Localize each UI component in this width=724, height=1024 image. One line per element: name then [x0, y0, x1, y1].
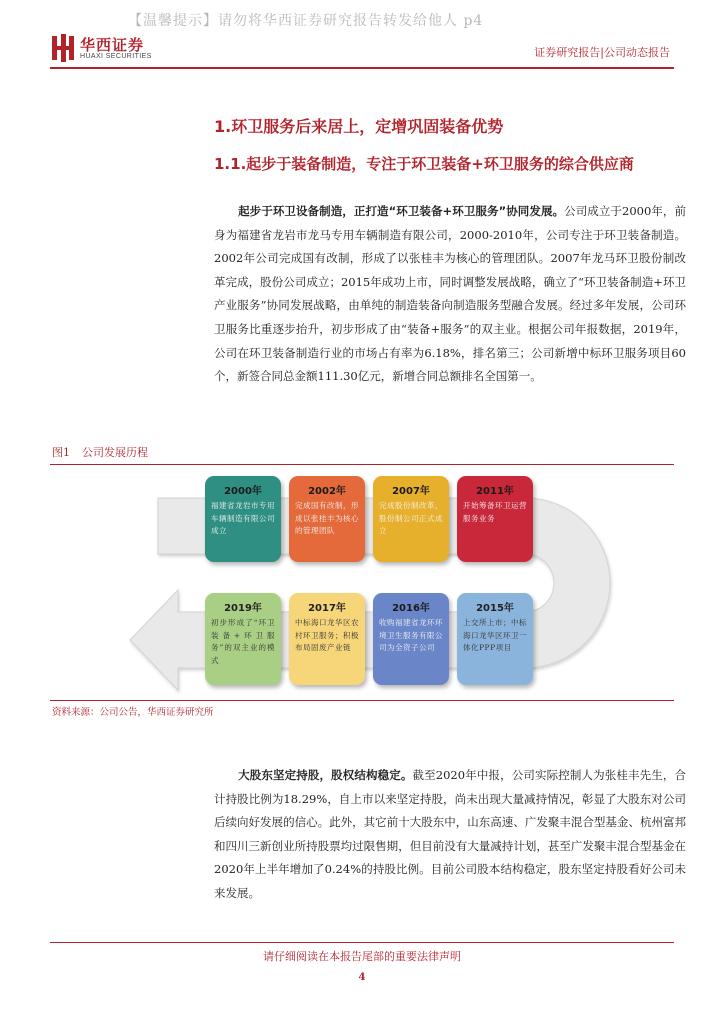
figure-source: 资料来源：公司公告，华西证券研究所 [52, 707, 214, 718]
timeline-card-year: 2011年 [476, 486, 514, 497]
timeline-card-text: 收购福建省龙环环境卫生服务有限公司为全资子公司 [379, 618, 443, 652]
paragraph-shareholders [214, 764, 686, 906]
brand-logo [52, 32, 172, 66]
timeline-card-2007 [373, 476, 449, 562]
timeline-card-2019 [205, 593, 281, 685]
report-type: 证券研究报告|公司动态报告 [534, 46, 670, 59]
paragraph-lead: 起步于环卫设备制造，正打造“环卫装备+环卫服务”协同发展。 [238, 204, 565, 218]
timeline-card-text: 初步形成了“环卫装备+环卫服务”的双主业的模式 [211, 618, 275, 665]
timeline-card-year: 2015年 [476, 603, 514, 614]
timeline-card-text: 福建省龙岩市专用车辆制造有限公司成立 [211, 501, 275, 535]
timeline-card-text: 完成国有改制，形成以张桂丰为核心的管理团队 [295, 501, 359, 535]
timeline-card-text: 上交所上市；中标海口龙华区环卫一体化PPP项目 [463, 618, 527, 652]
timeline-card-2015 [457, 593, 533, 685]
timeline-card-year: 2007年 [392, 486, 430, 497]
huaxi-logo-icon [52, 34, 74, 62]
development-timeline [120, 468, 620, 696]
timeline-card-year: 2002年 [308, 486, 346, 497]
paragraph-lead: 大股东坚定持股，股权结构稳定。 [238, 768, 413, 782]
timeline-arrow-path [120, 468, 620, 696]
footer-divider [50, 942, 674, 943]
figure-title [52, 444, 148, 460]
paragraph-company-history [214, 200, 686, 389]
legal-disclaimer: 请仔细阅读在本报告尾部的重要法律声明 [263, 950, 461, 963]
timeline-card-text: 完成股份制改革，股份制公司正式成立 [379, 501, 443, 535]
timeline-card-2011 [457, 476, 533, 562]
figure-number: 图1 [52, 446, 70, 459]
timeline-card-text: 开始筹备环卫运营服务业务 [463, 501, 527, 523]
figure-bottom-rule [50, 700, 674, 701]
watermark: 【温馨提示】请勿将华西证券研究报告转发给他人 p4 [128, 13, 484, 29]
figure-top-rule [50, 464, 674, 465]
brand-name-en: HUAXI SECURITIES [80, 53, 152, 60]
brand-name-cn: 华西证券 [80, 36, 145, 54]
timeline-card-year: 2016年 [392, 603, 430, 614]
timeline-card-2017 [289, 593, 365, 685]
timeline-card-2016 [373, 593, 449, 685]
section-heading: 1.环卫服务后来居上，定增巩固装备优势 [214, 117, 504, 136]
timeline-card-year: 2000年 [224, 486, 262, 497]
header-divider [50, 67, 674, 69]
subsection-heading: 1.1.起步于装备制造，专注于环卫装备+环卫服务的综合供应商 [214, 155, 634, 173]
paragraph-body: 截至2020年中报，公司实际控制人为张桂丰先生，合计持股比例为18.29%，自上市以来坚定持股，尚未出现大量减持情况，彰显了大股东对公司后续向好发展的信心。此外，其它前十大股东中，山东高速、广发聚丰混合型基金、杭州富邦和四川三新创业所持股票均过限售期，但目前没有大量减持计划，甚至广发聚丰混合型基金在2020年上半年增加了0.24%的持股比例。目前公司股本结构稳定，股东坚定持股看好公司未来发展。 [214, 768, 686, 900]
timeline-card-2002 [289, 476, 365, 562]
timeline-card-year: 2017年 [308, 603, 346, 614]
timeline-card-year: 2019年 [224, 603, 262, 614]
figure-caption: 公司发展历程 [82, 446, 148, 459]
page-number: 4 [358, 972, 366, 983]
timeline-card-text: 中标海口龙华区农村环卫服务；积极布局固废产业链 [295, 618, 359, 652]
timeline-card-2000 [205, 476, 281, 562]
paragraph-body: 公司成立于2000年，前身为福建省龙岩市龙马专用车辆制造有限公司，2000-2010年，公司专注于环卫装备制造。2002年公司完成国有改制，形成了以张桂丰为核心的管理团队。2007年龙马环卫股份制改革完成，股份公司成立；2015年成功上市，同时调整发展战略，确立了“环卫装备制造+环卫产业服务”协同发展战略，由单纯的制造装备向制造服务型融合发展。经过多年发展，公司环卫服务比重逐步抬升，初步形成了由“装备+服务”的双主业。根据公司年报数据，2019年，公司在环卫装备制造行业的市场占有率为6.18%，排名第三；公司新增中标环卫服务项目60个，新签合同总金额111.30亿元，新增合同总额排名全国第一。 [214, 204, 687, 384]
